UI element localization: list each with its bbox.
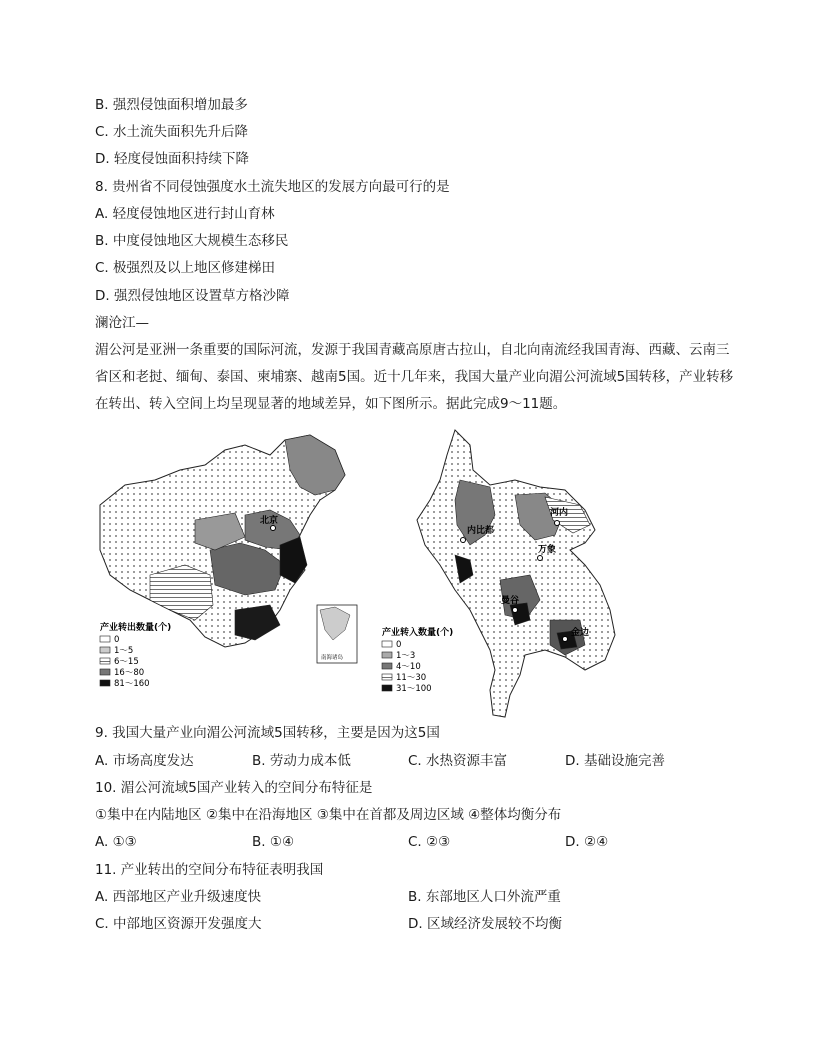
q9-option-a: A. 市场高度发达 bbox=[95, 753, 194, 769]
right-legend-swatch-0 bbox=[382, 641, 392, 647]
q7-option-d: D. 轻度侵蚀面积持续下降 bbox=[95, 151, 249, 167]
q10-option-c: C. ②③ bbox=[408, 834, 451, 850]
beijing-marker bbox=[271, 526, 276, 531]
left-legend-swatch-4 bbox=[100, 680, 110, 686]
left-legend-label-3: 16～80 bbox=[114, 668, 145, 678]
right-legend-label-3: 11～30 bbox=[396, 673, 427, 683]
right-legend-swatch-2 bbox=[382, 663, 392, 669]
q9-option-d: D. 基础设施完善 bbox=[565, 753, 665, 769]
left-legend-label-1: 1～5 bbox=[114, 646, 134, 656]
china-southwest-region bbox=[150, 565, 213, 620]
mekong-outline bbox=[417, 430, 615, 717]
q11-option-c: C. 中部地区资源开发强度大 bbox=[95, 916, 262, 932]
q8-option-c: C. 极强烈及以上地区修建梯田 bbox=[95, 260, 276, 276]
intro-paragraph: 湄公河是亚洲一条重要的国际河流，发源于我国青藏高原唐古拉山，自北向南流经我国青海、西藏、云南三省区和老挝、缅甸、泰国、柬埔寨、越南5国。近十几年来，我国大量产业向湄公河流域5国转移，产业转移在转出、转入空间上均呈现显著的地域差异，如下图所示。据此完成9～11题。 bbox=[95, 342, 734, 412]
q11-option-d: D. 区域经济发展较不均衡 bbox=[408, 916, 562, 932]
left-legend-label-0: 0 bbox=[114, 635, 120, 645]
maps-svg bbox=[95, 425, 640, 725]
q8-option-d: D. 强烈侵蚀地区设置草方格沙障 bbox=[95, 288, 290, 304]
right-legend-label-1: 1～3 bbox=[396, 651, 416, 661]
q10-items: ①集中在内陆地区 ②集中在沿海地区 ③集中在首都及周边区域 ④整体均衡分布 bbox=[95, 807, 562, 823]
q11-option-a: A. 西部地区产业升级速度快 bbox=[95, 889, 262, 905]
left-legend-swatch-1 bbox=[100, 647, 110, 653]
right-legend-swatch-3 bbox=[382, 674, 392, 680]
maps-figure bbox=[95, 425, 640, 725]
right-legend-swatch-4 bbox=[382, 685, 392, 691]
right-legend-label-4: 31～100 bbox=[396, 684, 432, 694]
vientiane-label: 万象 bbox=[538, 545, 557, 555]
bangkok-marker bbox=[513, 608, 518, 613]
left-legend-swatch-2 bbox=[100, 658, 110, 664]
left-legend-title: 产业转出数量(个) bbox=[100, 623, 172, 633]
hanoi-marker bbox=[555, 521, 560, 526]
naypyidaw-marker bbox=[461, 538, 466, 543]
left-legend-swatch-3 bbox=[100, 669, 110, 675]
right-legend-swatch-1 bbox=[382, 652, 392, 658]
beijing-label: 北京 bbox=[260, 516, 279, 526]
right-legend-label-2: 4～10 bbox=[396, 662, 421, 672]
phnom-penh-marker bbox=[563, 637, 568, 642]
bangkok-label: 曼谷 bbox=[501, 596, 520, 606]
q7-option-c: C. 水土流失面积先升后降 bbox=[95, 124, 249, 140]
q8-option-b: B. 中度侵蚀地区大规模生态移民 bbox=[95, 233, 289, 249]
q10-option-b: B. ①④ bbox=[252, 834, 295, 850]
right-legend-title: 产业转入数量(个) bbox=[382, 628, 454, 638]
section-title: 澜沧江— bbox=[95, 315, 149, 331]
q9-option-c: C. 水热资源丰富 bbox=[408, 753, 508, 769]
q8-stem: 8. 贵州省不同侵蚀强度水土流失地区的发展方向最可行的是 bbox=[95, 179, 450, 195]
q8-option-a: A. 轻度侵蚀地区进行封山育林 bbox=[95, 206, 275, 222]
q10-stem: 10. 湄公河流域5国产业转入的空间分布特征是 bbox=[95, 780, 373, 796]
hanoi-label: 河内 bbox=[550, 508, 569, 518]
q9-option-b: B. 劳动力成本低 bbox=[252, 753, 351, 769]
q7-option-b: B. 强烈侵蚀面积增加最多 bbox=[95, 97, 248, 113]
q9-stem: 9. 我国大量产业向湄公河流域5国转移，主要是因为这5国 bbox=[95, 725, 440, 741]
q11-option-b: B. 东部地区人口外流严重 bbox=[408, 889, 561, 905]
left-legend-label-4: 81～160 bbox=[114, 679, 150, 689]
inset-label: 南海诸岛 bbox=[321, 655, 344, 661]
left-legend-label-2: 6～15 bbox=[114, 657, 139, 667]
right-legend-label-0: 0 bbox=[396, 640, 402, 650]
phnom-penh-label: 金边 bbox=[571, 628, 590, 638]
china-map bbox=[100, 435, 357, 689]
q10-option-d: D. ②④ bbox=[565, 834, 609, 850]
left-legend-swatch-0 bbox=[100, 636, 110, 642]
q11-stem: 11. 产业转出的空间分布特征表明我国 bbox=[95, 862, 324, 878]
china-east-coast-region bbox=[280, 537, 307, 583]
naypyidaw-label: 内比都 bbox=[467, 526, 495, 536]
vientiane-marker bbox=[538, 556, 543, 561]
q10-option-a: A. ①③ bbox=[95, 834, 137, 850]
mekong-map bbox=[382, 430, 615, 717]
